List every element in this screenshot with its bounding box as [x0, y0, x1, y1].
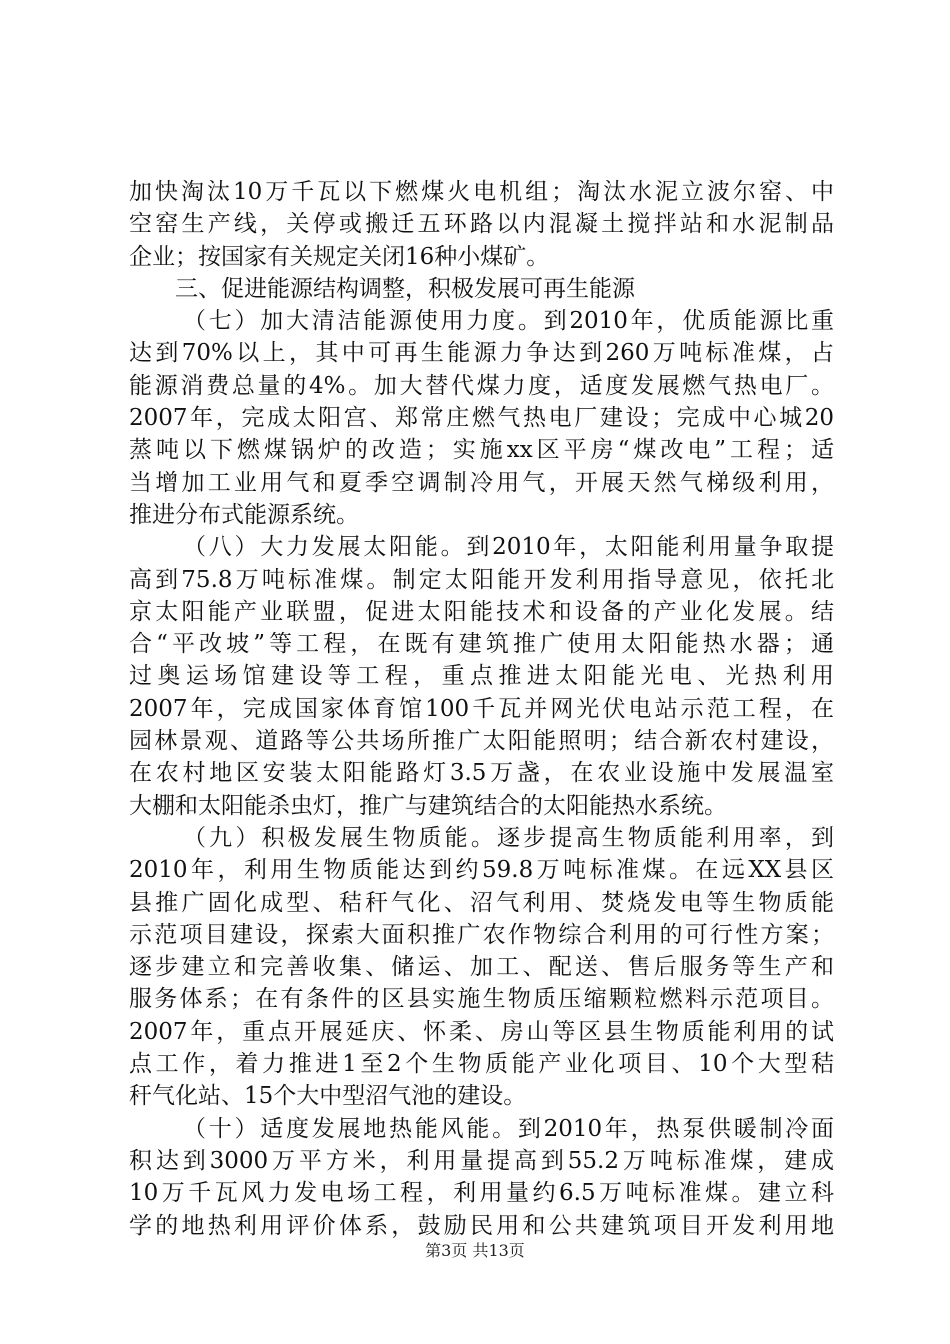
text-line: 推进分布式能源系统。 — [129, 501, 359, 528]
text-line: 秆气化站、15个大中型沼气池的建设。 — [129, 1083, 527, 1110]
section-heading: 三、促进能源结构调整，积极发展可再生能源 — [175, 275, 635, 302]
text-line: 当增加工业用气和夏季空调制冷用气，开展天然气梯级利用， — [129, 469, 834, 496]
text-line: 京太阳能产业联盟，促进太阳能技术和设备的产业化发展。结 — [129, 598, 834, 625]
text-line: 蒸吨以下燃煤锅炉的改造；实施xx区平房“煤改电”工程；适 — [129, 437, 834, 464]
text-line: 加快淘汰10万千瓦以下燃煤火电机组；淘汰水泥立波尔窑、中 — [129, 179, 834, 205]
text-line: 2007年，完成国家体育馆100千瓦并网光伏电站示范工程，在 — [129, 695, 834, 722]
text-line: 服务体系；在有条件的区县实施生物质压缩颗粒燃料示范项目。 — [129, 986, 834, 1013]
text-line: 积达到3000万平方米，利用量提高到55.2万吨标准煤，建成 — [129, 1147, 834, 1174]
text-line: 2007年，重点开展延庆、怀柔、房山等区县生物质能利用的试 — [129, 1018, 834, 1045]
text-line: 大棚和太阳能杀虫灯，推广与建筑结合的太阳能热水系统。 — [129, 792, 727, 819]
text-line: 达到70%以上，其中可再生能源力争达到260万吨标准煤，占 — [129, 340, 834, 367]
text-line: 学的地热利用评价体系，鼓励民用和公共建筑项目开发利用地 — [129, 1212, 834, 1239]
text-line: 高到75.8万吨标准煤。制定太阳能开发利用指导意见，依托北 — [129, 566, 834, 593]
text-line: 企业；按国家有关规定关闭16种小煤矿。 — [129, 243, 550, 270]
text-line: 空窑生产线，关停或搬迁五环路以内混凝土搅拌站和水泥制品 — [129, 211, 834, 238]
text-line: 2007年，完成太阳宫、郑常庄燃气热电厂建设；完成中心城20 — [129, 405, 834, 432]
page-number-footer: 第3页 共13页 — [425, 1241, 525, 1260]
text-line: 过奥运场馆建设等工程，重点推进太阳能光电、光热利用 — [129, 663, 834, 690]
document-body — [129, 176, 834, 1242]
text-line: 10万千瓦风力发电场工程，利用量约6.5万吨标准煤。建立科 — [129, 1180, 834, 1207]
paragraph-start: （七）加大清洁能源使用力度。到2010年，优质能源比重 — [183, 308, 834, 335]
text-line: 县推广固化成型、秸秆气化、沼气利用、焚烧发电等生物质能 — [129, 889, 834, 916]
text-line: 2010年，利用生物质能达到约59.8万吨标准煤。在远XX县区 — [129, 857, 834, 884]
text-line: 能源消费总量的4%。加大替代煤力度，适度发展燃气热电厂。 — [129, 372, 834, 399]
paragraph-start: （八）大力发展太阳能。到2010年，太阳能利用量争取提 — [183, 534, 834, 561]
text-line: 园林景观、道路等公共场所推广太阳能照明；结合新农村建设， — [129, 728, 834, 755]
paragraph-start: （十）适度发展地热能风能。到2010年，热泵供暖制冷面 — [183, 1115, 834, 1142]
text-line: 点工作，着力推进1至2个生物质能产业化项目、10个大型秸 — [129, 1051, 834, 1078]
text-line: 在农村地区安装太阳能路灯3.5万盏，在农业设施中发展温室 — [129, 760, 834, 787]
text-line: 合“平改坡”等工程，在既有建筑推广使用太阳能热水器；通 — [129, 631, 834, 658]
text-line: 逐步建立和完善收集、储运、加工、配送、售后服务等生产和 — [129, 954, 834, 981]
paragraph-start: （九）积极发展生物质能。逐步提高生物质能利用率，到 — [183, 824, 834, 851]
text-line: 示范项目建设，探索大面积推广农作物综合利用的可行性方案； — [129, 921, 834, 948]
